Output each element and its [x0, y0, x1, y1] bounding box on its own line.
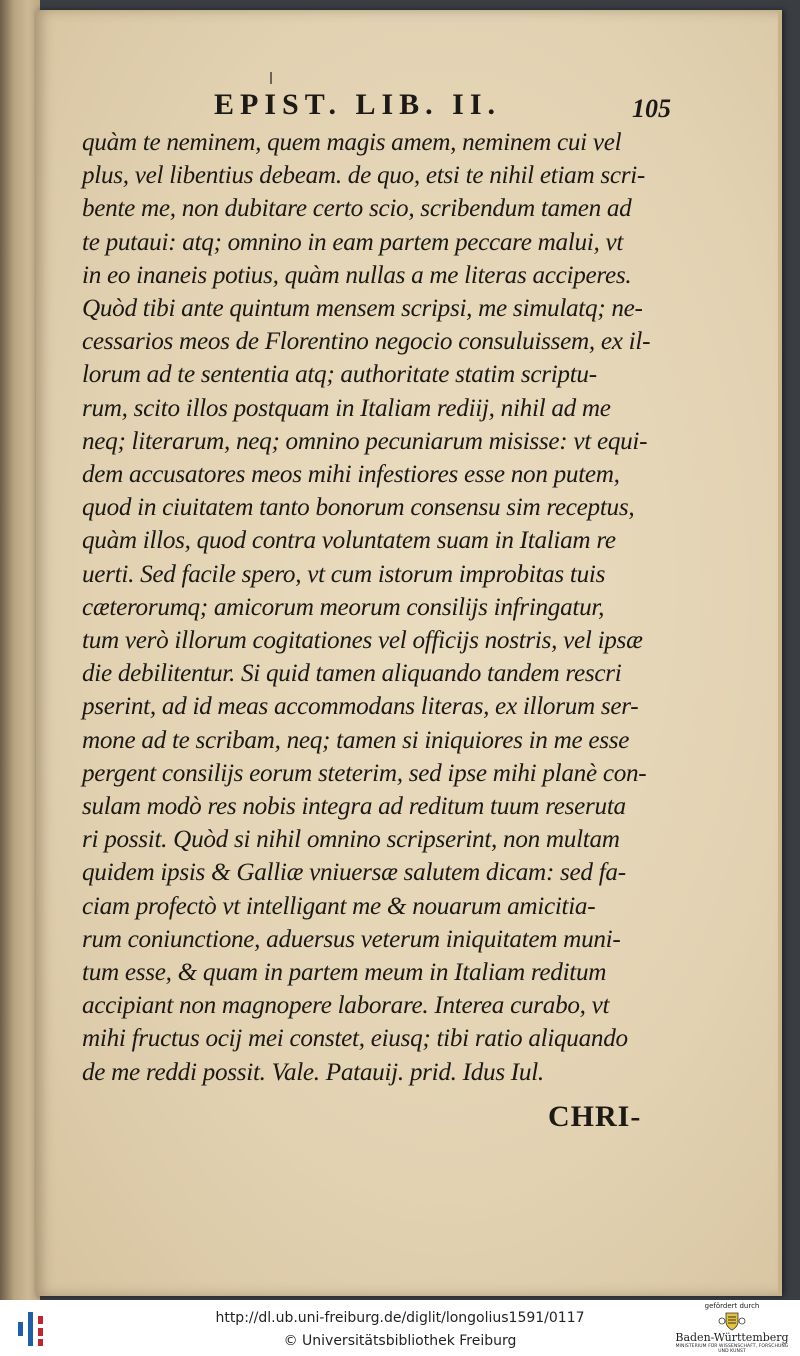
coat-of-arms-icon — [717, 1311, 747, 1331]
text-line: pserint, ad id meas accommodans literas, ex illorum ser- — [82, 693, 639, 721]
text-line: rum coniunctione, aduersus veterum iniquitatem muni- — [82, 925, 621, 953]
text-line: ri possit. Quòd si nihil omnino scripserint, non multam — [82, 826, 620, 854]
viewer-footer — [0, 1300, 800, 1356]
text-line: plus, vel libentius debeam. de quo, etsi te nihil etiam scri- — [82, 162, 646, 190]
sponsor-logo — [672, 1302, 792, 1354]
text-line: bente me, non dubitare certo scio, scribendum tamen ad — [82, 195, 632, 223]
text-line: rum, scito illos postquam in Italiam rediij, nihil ad me — [82, 394, 611, 422]
copyright-notice: © Universitätsbibliothek Freiburg — [283, 1333, 517, 1349]
page-number: 105 — [632, 94, 671, 123]
text-line: cessarios meos de Florentino negocio consuluissem, ex il- — [82, 328, 651, 356]
text-line: neq; literarum, neq; omnino pecuniarum misisse: vt equi- — [82, 427, 648, 455]
previous-page-edge — [0, 0, 40, 1300]
text-line: uerti. Sed facile spero, vt cum istorum improbitas tuis — [82, 560, 606, 588]
text-line: mihi fructus ocij mei constet, eiusq; tibi ratio aliquando — [82, 1025, 628, 1053]
text-line: accipiant non magnopere laborare. Interea curabo, vt — [82, 992, 610, 1020]
text-line: cæterorumq; amicorum meorum consilijs infringatur, — [82, 593, 605, 621]
book-page — [36, 10, 782, 1296]
ink-mark — [270, 72, 272, 84]
text-line: quàm te neminem, quem magis amem, neminem cui vel — [82, 129, 622, 156]
text-line: quod in ciuitatem tanto bonorum consensu sim receptus, — [82, 494, 635, 522]
page-fore-edge — [778, 10, 782, 1296]
text-line: de me reddi possit. Vale. Patauij. prid. Idus Iul. — [82, 1058, 544, 1086]
sponsor-ministry: MINISTERIUM FÜR WISSENSCHAFT, FORSCHUNG UND KUNST — [675, 1344, 789, 1354]
text-line: tum verò illorum cogitationes vel officijs nostris, vel ipsæ — [82, 627, 643, 655]
sponsor-name: Baden-Württemberg — [675, 1331, 789, 1344]
letter-text — [82, 126, 682, 1089]
text-line: quidem ipsis & Galliæ vniuersæ salutem dicam: sed fa- — [82, 859, 626, 887]
sponsor-caption: gefördert durch — [704, 1302, 760, 1310]
text-line: Quòd tibi ante quintum mensem scripsi, me simulatq; ne- — [82, 295, 643, 323]
text-line: lorum ad te sententia atq; authoritate statim scriptu- — [82, 361, 597, 389]
running-head: EPIST. LIB. II. — [214, 88, 502, 121]
text-line: dem accusatores meos mihi infestiores esse non putem, — [82, 461, 620, 489]
text-line: in eo inaneis potius, quàm nullas a me literas acciperes. — [82, 261, 632, 289]
text-line: quàm illos, quod contra voluntatem suam in Italiam re — [82, 527, 616, 555]
permalink[interactable]: http://dl.ub.uni-freiburg.de/diglit/longolius1591/0117 — [215, 1310, 585, 1326]
text-line: die debilitentur. Si quid tamen aliquando tandem rescri — [82, 660, 622, 688]
text-line: mone ad te scribam, neq; tamen si iniquiores in me esse — [82, 726, 630, 754]
catchword: CHRI- — [548, 1100, 642, 1133]
text-line: ciam profectò vt intelligant me & nouarum amicitia- — [82, 892, 596, 920]
text-line: pergent consilijs eorum steterim, sed ipse mihi planè con- — [82, 759, 647, 787]
text-line: te putaui: atq; omnino in eam partem peccare malui, vt — [82, 228, 624, 256]
text-line: sulam modò res nobis integra ad reditum tuum reseruta — [82, 793, 626, 821]
text-line: tum esse, & quam in partem meum in Italiam reditum — [82, 959, 607, 987]
